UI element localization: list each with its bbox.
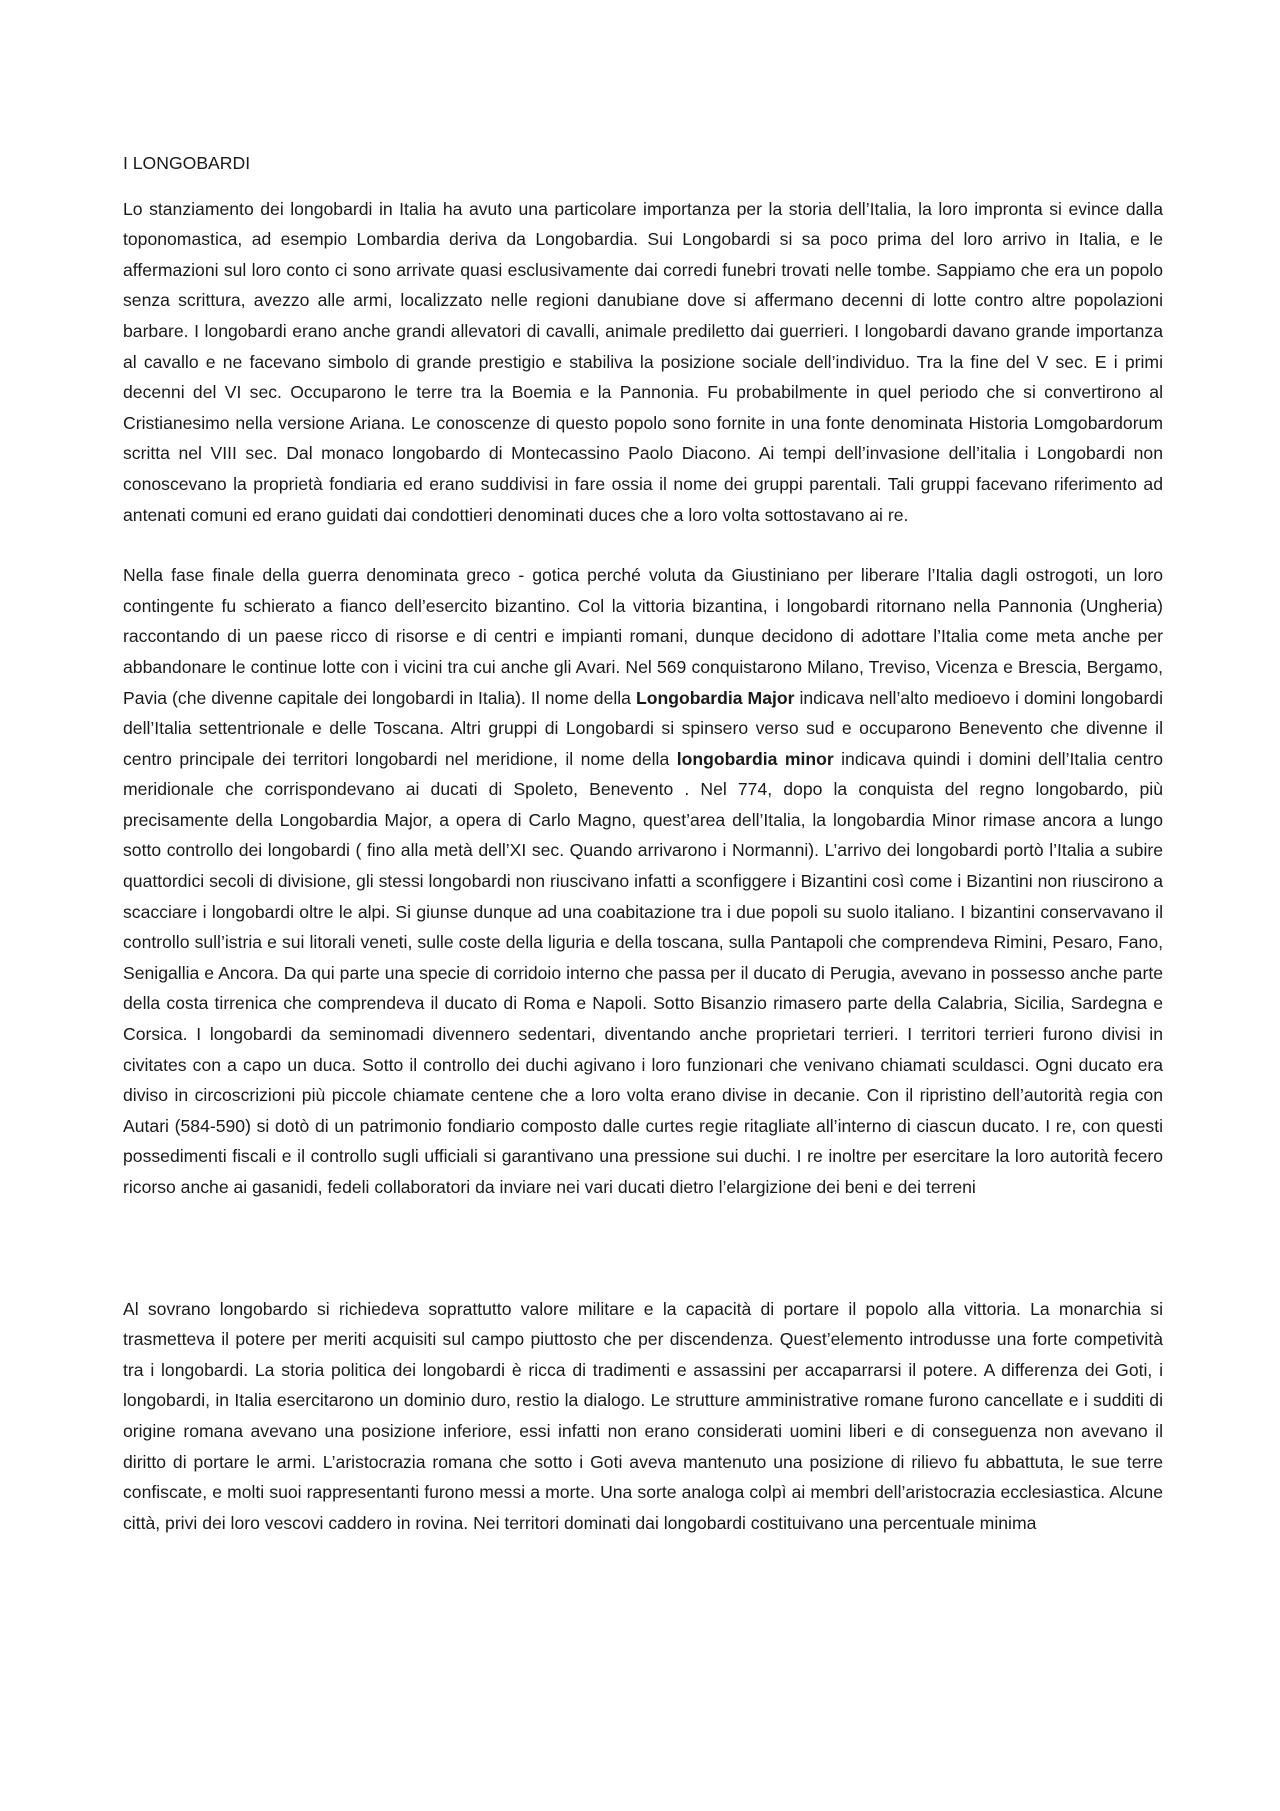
paragraph-3: Al sovrano longobardo si richiedeva soprattutto valore militare e la capacità di portare il popolo alla vittoria. La monarchia si trasmetteva il potere per meriti acquisiti sul campo piuttosto che per discendenza. Quest’elemento introdusse una forte competività tra i longobardi. La storia politica dei longobardi è ricca di tradimenti e assassini per accaparrarsi il potere. A differenza dei Goti, i longobardi, in Italia esercitarono un dominio duro, restio la dialogo. Le strutture amministrative romane furono cancellate e i sudditi di origine romana avevano una posizione inferiore, essi infatti non erano considerati uomini liberi e di conseguenza non avevano il diritto di portare le armi. L’aristocrazia romana che sotto i Goti aveva mantenuto una posizione di rilievo fu abbattuta, le sue terre confiscate, e molti suoi rappresentanti furono messi a morte. Una sorte analoga colpì ai membri dell’aristocrazia ecclesiastica. Alcune città, privi dei loro vescovi caddero in rovina. Nei territori dominati dai longobardi costituivano una percentuale minima (123, 1298, 1163, 1533)
document-title: I LONGOBARDI (123, 153, 251, 173)
spacer (123, 530, 1163, 560)
longobardia-major-term: Longobardia Major (635, 687, 795, 708)
paragraph-2-text-d: indicava quindi i domini dell’Italia centro meridionale che corrispondevano ai ducati di Spoleto, Benevento . Nel 774, dopo la conquista del regno longobardo, più precisamente della Longobardia Major, a opera di Carlo Magno, quest’area dell’Italia, la longobardia Minor rimase ancora a lungo sotto controllo dei longobardi ( fino alla metà dell’XI sec. Quando arrivarono i Normanni). L’arrivo dei longobardi portò l’Italia a subire quattordici secoli di divisione, gli stessi longobardi non riuscivano infatti a sconfiggere i Bizantini così come i Bizantini non riuscirono a scacciare i longobardi oltre le alpi. Si giunse dunque ad una coabitazione tra i due popoli su suolo italiano. I bizantini conservavano il controllo sull’istria e sui litorali veneti, sulle coste della liguria e della toscana, sulla Pantapoli che comprendeva Rimini, Pesaro, Fano, Senigallia e Ancora. Da qui parte una specie di corridoio interno che passa per il ducato di Perugia, avevano in possesso anche parte della costa tirrenica che comprendeva il ducato di Roma e Napoli. Sotto Bisanzio rimasero parte della Calabria, Sicilia, Sardegna e Corsica. I longobardi da seminomadi divennero sedentari, diventando anche proprietari terrieri. I territori terrieri furono divisi in civitates con a capo un duca. Sotto il controllo dei duchi agivano i loro funzionari che venivano chiamati sculdasci. Ogni ducato era diviso in circoscrizioni più piccole chiamate centene che a loro volta erano divise in decanie. Con il ripristino dell’autorità regia con Autari (584-590) si dotò di un patrimonio fondiario composto dalle curtes regie ritagliate all’interno di ciascun ducato. I re, con questi possedimenti fiscali e il controllo sugli ufficiali si garantivano una pressione sui duchi. I re inoltre per esercitare la loro autorità fecero ricorso anche ai gasanidi, fedeli collaboratori da inviare nei vari ducati dietro l’elargizione dei beni e dei terreni (123, 748, 1163, 1197)
paragraph-2 (123, 560, 1163, 1202)
spacer (123, 179, 1163, 194)
paragraph-1: Lo stanziamento dei longobardi in Italia ha avuto una particolare importanza per la storia dell’Italia, la loro impronta si evince dalla toponomastica, ad esempio Lombardia deriva da Longobardia. Sui Longobardi si sa poco prima del loro arrivo in Italia, e le affermazioni sul loro conto ci sono arrivate quasi esclusivamente dai corredi funebri trovati nelle tombe. Sappiamo che era un popolo senza scrittura, avezzo alle armi, localizzato nelle regioni danubiane dove si affermano decenni di lotte contro altre popolazioni barbare. I longobardi erano anche grandi allevatori di cavalli, animale prediletto dai guerrieri. I longobardi davano grande importanza al cavallo e ne facevano simbolo di grande prestigio e stabiliva la posizione sociale dell’individuo. Tra la fine del V sec. E i primi decenni del VI sec. Occuparono le terre tra la Boemia e la Pannonia. Fu probabilmente in quel periodo che si convertirono al Cristianesimo nella versione Ariana. Le conoscenze di questo popolo sono fornite in una fonte denominata Historia Lomgobardorum scritta nel VIII sec. Dal monaco longobardo di Montecassino Paolo Diacono. Ai tempi dell’invasione dell’italia i Longobardi non conoscevano la proprietà fondiaria ed erano suddivisi in fare ossia il nome dei gruppi parentali. Tali gruppi facevano riferimento ad antenati comuni ed erano guidati dai condottieri denominati duces che a loro volta sottostavano ai re. (123, 198, 1163, 525)
longobardia-minor-term: longobardia minor (676, 748, 834, 769)
document-page (123, 148, 1163, 1538)
paragraph-2-text-a: Nella fase finale della guerra denominata greco - gotica perché voluta da Giustiniano per liberare l’Italia dagli ostrogoti, un loro contingente fu schierato a fianco dell’esercito bizantino. Col la vittoria bizantina, i longobardi ritornano nella Pannonia (Ungheria) raccontando di un paese ricco di risorse e di centri e impianti romani, dunque decidono di adottare l’Italia come meta anche per abbandonare le continue lotte con i vicini tra cui anche gli Avari. Nel 569 conquistarono Milano, Treviso, Vicenza e Brescia, Bergamo, Pavia (che divenne capitale dei longobardi in Italia). Il nome della (123, 565, 1163, 708)
spacer (123, 1203, 1163, 1294)
paragraph-2-text-c: indicava nell’alto medioevo i domini longobardi dell’Italia settentrionale e delle Toscana. Altri gruppi di Longobardi si spinsero verso sud e occuparono Benevento che divenne il centro principale dei territori longobardi nel meridione, il nome della (123, 687, 1164, 769)
